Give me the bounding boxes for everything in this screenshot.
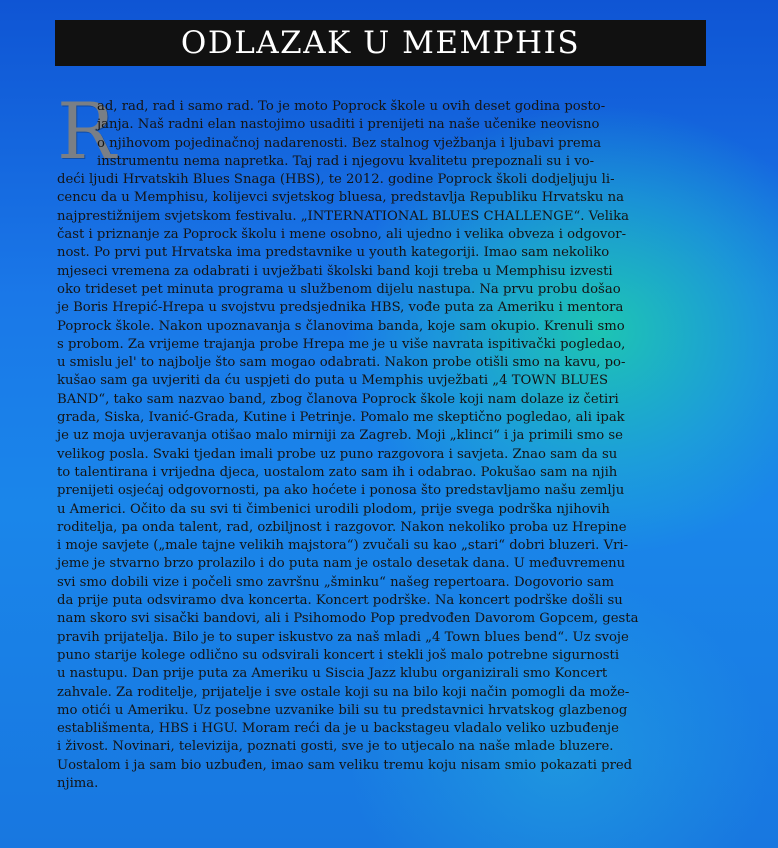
page-title: ODLAZAK U MEMPHIS: [180, 24, 581, 61]
article-line: o njihovom pojedinačnoj nadarenosti. Bez stalnog vježbanja i ljubavi prema: [97, 135, 602, 151]
article-line: čast i priznanje za Poprock školu i mene osobno, ali ujedno i velika obveza i odgovor-: [57, 227, 627, 243]
article-line: kušao sam ga uvjeriti da ću uspjeti do puta u Memphis uvježbati „4 TOWN BLUES: [57, 373, 609, 389]
article-line: u smislu jel' to najbolje što sam mogao odabrati. Nakon probe otišli smo na kavu, po-: [57, 355, 626, 371]
article-line: i moje savjete („male tajne velikih majstora“) zvučali su kao „stari“ dobri bluzeri. Vri-: [57, 538, 629, 554]
article-line: cencu da u Memphisu, kolijevci svjetskog bluesa, predstavlja Republiku Hrvatsku na: [57, 190, 624, 206]
article-line: deći ljudi Hrvatskih Blues Snaga (HBS), te 2012. godine Poprock školi dodjeljuju li-: [57, 172, 615, 188]
article-line: da prije puta odsviramo dva koncerta. Koncert podrške. Na koncert podrške došli su: [57, 593, 623, 609]
article-line: u Americi. Očito da su svi ti čimbenici urodili plodom, prije svega podrška njihovih: [57, 501, 610, 517]
article-line: najprestižnijem svjetskom festivalu. „INTERNATIONAL BLUES CHALLENGE“. Velika: [57, 208, 629, 224]
article-line: njima.: [57, 775, 99, 791]
article-line: BAND“, tako sam nazvao band, zbog članova Poprock škole koji nam dolaze iz četiri: [57, 391, 619, 407]
article-line: velikog posla. Svaki tjedan imali probe uz puno razgovora i savjeta. Znao sam da su: [57, 446, 618, 462]
article-line: je Boris Hrepić-Hrepa u svojstvu predsjednika HBS, vođe puta za Ameriku i mentora: [57, 300, 624, 316]
article-line: s probom. Za vrijeme trajanja probe Hrepa me je u više navrata ispitivački pogledao,: [57, 336, 626, 352]
article-line: je uz moja uvjeravanja otišao malo mirniji za Zagreb. Moji „klinci“ i ja primili smo se: [57, 428, 623, 444]
article-line: svi smo dobili vize i počeli smo završnu „šminku“ našeg repertoara. Dogovorio sam: [57, 574, 615, 590]
article-line: ad, rad, rad i samo rad. To je moto Poprock škole u ovih deset godina posto-: [97, 99, 606, 114]
article-line: nam skoro svi sisački bandovi, ali i Psihomodo Pop predvođen Davorom Gopcem, gesta: [57, 611, 639, 627]
article-line: to talentirana i vrijedna djeca, uostalom zato sam ih i odabrao. Pokušao sam na njih: [57, 464, 618, 480]
article-line: zahvale. Za roditelje, prijatelje i sve ostale koji su na bilo koji način pomogli da može-: [57, 684, 630, 700]
article-line: puno starije kolege odlično su odsvirali koncert i stekli još malo potrebne sigurnosti: [57, 647, 620, 663]
article-line: u nastupu. Dan prije puta za Ameriku u Siscia Jazz klubu organizirali smo Koncert: [57, 666, 608, 682]
article-line: mjeseci vremena za odabrati i uvježbati školski band koji treba u Memphisu izvesti: [57, 263, 613, 279]
article-line: jeme je stvarno brzo prolazilo i do puta nam je ostalo desetak dana. U međuvremenu: [57, 556, 626, 572]
article-line: Uostalom i ja sam bio uzbuđen, imao sam veliku tremu koju nisam smio pokazati pred: [57, 757, 633, 773]
article-line: janja. Naš radni elan nastojimo usaditi i prenijeti na naše učenike neovisno: [97, 117, 600, 133]
article-line: prenijeti osjećaj odgovornosti, pa ako hoćete i ponosa što predstavljamo našu zemlju: [57, 483, 625, 499]
article-line: roditelja, pa onda talent, rad, ozbiljnost i razgovor. Nakon nekoliko proba uz Hrepine: [57, 519, 627, 535]
article-line: oko trideset pet minuta programa u službenom dijelu nastupa. Na prvu probu došao: [57, 281, 621, 297]
article-line: Poprock škole. Nakon upoznavanja s članovima banda, koje sam okupio. Krenuli smo: [57, 318, 625, 334]
article-line: nost. Po prvi put Hrvatska ima predstavnike u youth kategoriji. Imao sam nekoliko: [57, 245, 610, 261]
drop-cap: R: [57, 87, 116, 177]
title-bar: [55, 20, 706, 66]
article-line: grada, Siska, Ivanić-Grada, Kutine i Petrinje. Pomalo me skeptično pogledao, ali ipak: [57, 410, 625, 426]
article-line: instrumentu nema napretka. Taj rad i njegovu kvalitetu prepoznali su i vo-: [97, 153, 595, 169]
article-line: establišmenta, HBS i HGU. Moram reći da je u backstageu vladalo veliko uzbuđenje: [57, 721, 619, 737]
article-body: [57, 87, 707, 838]
article-line: mo otići u Ameriku. Uz posebne uzvanike bili su tu predstavnici hrvatskog glazbenog: [57, 702, 628, 718]
article-line: i živost. Novinari, televizija, poznati gosti, sve je to utjecalo na naše mlade bluzere.: [57, 739, 614, 755]
article-line: pravih prijatelja. Bilo je to super iskustvo za naš mladi „4 Town blues bend“. Uz svoje: [57, 629, 629, 645]
article-text: [57, 87, 707, 793]
